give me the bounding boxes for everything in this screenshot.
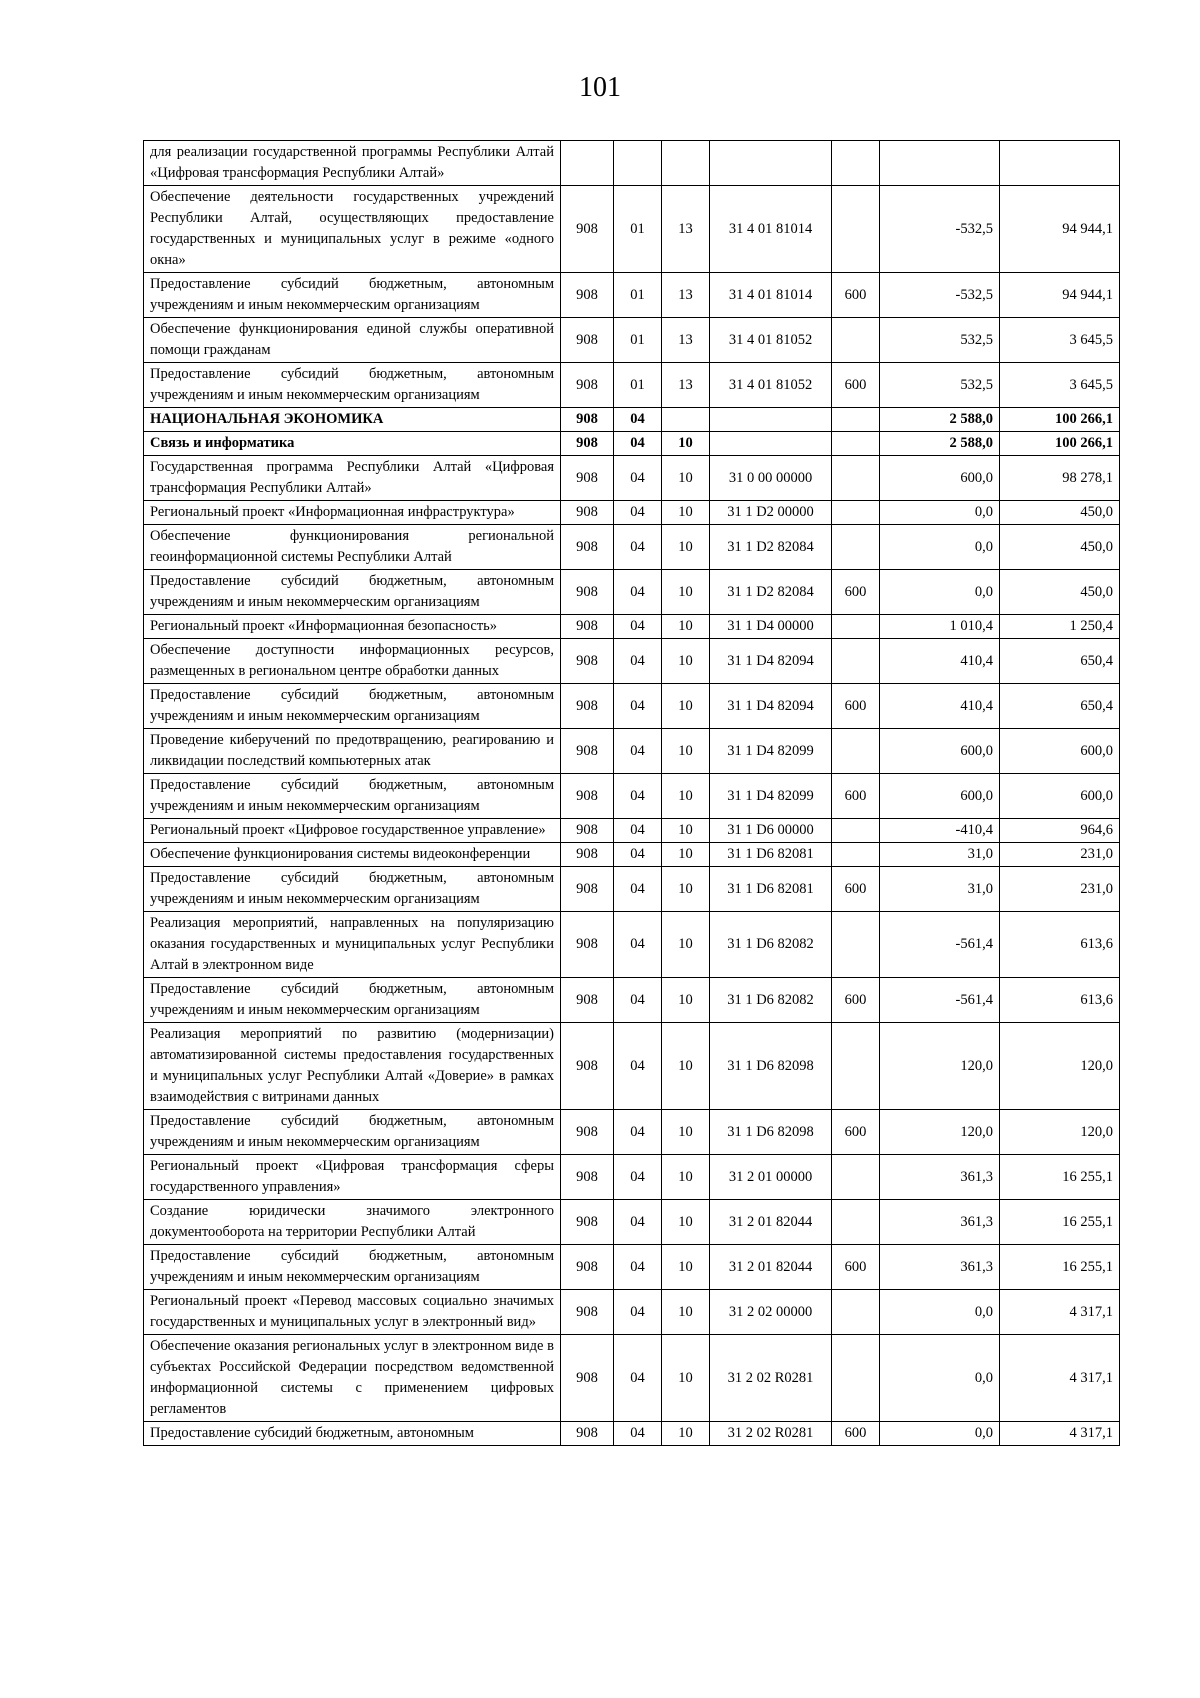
cell-name: Региональный проект «Перевод массовых социально значимых государственных и муниципальных услуг в электронный вид» bbox=[144, 1290, 561, 1335]
cell-name: для реализации государственной программы Республики Алтай «Цифровая трансформация Республики Алтай» bbox=[144, 141, 561, 186]
cell-name: Государственная программа Республики Алтай «Цифровая трансформация Республики Алтай» bbox=[144, 456, 561, 501]
cell-expense-type: 600 bbox=[832, 684, 880, 729]
cell-change-amount: 1 010,4 bbox=[880, 615, 1000, 639]
cell-ministry-code: 908 bbox=[561, 1245, 614, 1290]
cell-total-amount: 231,0 bbox=[1000, 843, 1120, 867]
table-row bbox=[144, 432, 1120, 456]
cell-ministry-code: 908 bbox=[561, 318, 614, 363]
cell-ministry-code: 908 bbox=[561, 867, 614, 912]
cell-subsection-code: 10 bbox=[662, 1245, 710, 1290]
cell-target-article: 31 1 D2 82084 bbox=[710, 525, 832, 570]
cell-section-code: 04 bbox=[614, 1155, 662, 1200]
cell-ministry-code: 908 bbox=[561, 843, 614, 867]
cell-total-amount: 650,4 bbox=[1000, 639, 1120, 684]
cell-section-code: 04 bbox=[614, 570, 662, 615]
cell-ministry-code: 908 bbox=[561, 1200, 614, 1245]
cell-section-code: 04 bbox=[614, 501, 662, 525]
cell-section-code: 04 bbox=[614, 1245, 662, 1290]
cell-name: Обеспечение оказания региональных услуг в электронном виде в субъектах Российской Федерации посредством ведомственной информационной системы с применением цифровых регламентов bbox=[144, 1335, 561, 1422]
cell-subsection-code: 10 bbox=[662, 774, 710, 819]
cell-change-amount: 0,0 bbox=[880, 1422, 1000, 1446]
table-row bbox=[144, 1290, 1120, 1335]
table-row bbox=[144, 1200, 1120, 1245]
table-row bbox=[144, 1422, 1120, 1446]
cell-expense-type bbox=[832, 318, 880, 363]
cell-expense-type: 600 bbox=[832, 978, 880, 1023]
cell-name: Предоставление субсидий бюджетным, автономным bbox=[144, 1422, 561, 1446]
table-row bbox=[144, 819, 1120, 843]
table-row bbox=[144, 408, 1120, 432]
cell-section-code: 01 bbox=[614, 363, 662, 408]
cell-change-amount: -532,5 bbox=[880, 186, 1000, 273]
cell-ministry-code: 908 bbox=[561, 570, 614, 615]
cell-ministry-code: 908 bbox=[561, 501, 614, 525]
cell-change-amount: 0,0 bbox=[880, 525, 1000, 570]
cell-name: Региональный проект «Цифровое государственное управление» bbox=[144, 819, 561, 843]
cell-target-article: 31 1 D6 82082 bbox=[710, 978, 832, 1023]
cell-subsection-code: 10 bbox=[662, 615, 710, 639]
cell-total-amount: 964,6 bbox=[1000, 819, 1120, 843]
cell-target-article: 31 1 D4 00000 bbox=[710, 615, 832, 639]
cell-section-code: 04 bbox=[614, 978, 662, 1023]
cell-change-amount: 2 588,0 bbox=[880, 408, 1000, 432]
cell-total-amount: 231,0 bbox=[1000, 867, 1120, 912]
cell-ministry-code: 908 bbox=[561, 186, 614, 273]
table-row bbox=[144, 1023, 1120, 1110]
cell-name: Предоставление субсидий бюджетным, автономным учреждениям и иным некоммерческим организациям bbox=[144, 273, 561, 318]
table-body bbox=[144, 141, 1120, 1446]
cell-subsection-code: 10 bbox=[662, 1422, 710, 1446]
cell-ministry-code: 908 bbox=[561, 615, 614, 639]
cell-section-code: 01 bbox=[614, 318, 662, 363]
cell-name: Предоставление субсидий бюджетным, автономным учреждениям и иным некоммерческим организациям bbox=[144, 978, 561, 1023]
table-row bbox=[144, 141, 1120, 186]
cell-name: Обеспечение функционирования единой службы оперативной помощи гражданам bbox=[144, 318, 561, 363]
cell-target-article: 31 1 D6 82081 bbox=[710, 843, 832, 867]
cell-section-code: 04 bbox=[614, 1200, 662, 1245]
table-row bbox=[144, 1155, 1120, 1200]
cell-total-amount: 100 266,1 bbox=[1000, 408, 1120, 432]
cell-ministry-code: 908 bbox=[561, 432, 614, 456]
table-row bbox=[144, 912, 1120, 978]
cell-ministry-code: 908 bbox=[561, 978, 614, 1023]
cell-target-article: 31 4 01 81052 bbox=[710, 318, 832, 363]
cell-subsection-code: 10 bbox=[662, 819, 710, 843]
cell-ministry-code: 908 bbox=[561, 912, 614, 978]
cell-change-amount: 600,0 bbox=[880, 456, 1000, 501]
cell-subsection-code bbox=[662, 141, 710, 186]
cell-subsection-code: 10 bbox=[662, 729, 710, 774]
cell-total-amount: 94 944,1 bbox=[1000, 273, 1120, 318]
cell-ministry-code: 908 bbox=[561, 1023, 614, 1110]
cell-change-amount: 0,0 bbox=[880, 1290, 1000, 1335]
cell-total-amount: 450,0 bbox=[1000, 525, 1120, 570]
cell-subsection-code: 10 bbox=[662, 570, 710, 615]
cell-target-article: 31 0 00 00000 bbox=[710, 456, 832, 501]
table-row bbox=[144, 774, 1120, 819]
cell-change-amount: -532,5 bbox=[880, 273, 1000, 318]
cell-change-amount: 31,0 bbox=[880, 867, 1000, 912]
cell-total-amount: 16 255,1 bbox=[1000, 1200, 1120, 1245]
cell-name: Обеспечение доступности информационных ресурсов, размещенных в региональном центре обработки данных bbox=[144, 639, 561, 684]
cell-name: Реализация мероприятий по развитию (модернизации) автоматизированной системы предоставления государственных и муниципальных услуг Республики Алтай «Доверие» в рамках взаимодействия с витринами данных bbox=[144, 1023, 561, 1110]
cell-total-amount: 3 645,5 bbox=[1000, 363, 1120, 408]
cell-expense-type bbox=[832, 1290, 880, 1335]
cell-section-code bbox=[614, 141, 662, 186]
cell-name: Обеспечение функционирования системы видеоконференции bbox=[144, 843, 561, 867]
cell-ministry-code: 908 bbox=[561, 1422, 614, 1446]
cell-section-code: 04 bbox=[614, 729, 662, 774]
cell-expense-type bbox=[832, 1023, 880, 1110]
cell-change-amount: 532,5 bbox=[880, 318, 1000, 363]
cell-expense-type bbox=[832, 1335, 880, 1422]
cell-change-amount: 600,0 bbox=[880, 774, 1000, 819]
cell-section-code: 04 bbox=[614, 432, 662, 456]
cell-target-article: 31 4 01 81014 bbox=[710, 186, 832, 273]
cell-change-amount: 361,3 bbox=[880, 1200, 1000, 1245]
cell-change-amount: -561,4 bbox=[880, 978, 1000, 1023]
cell-target-article bbox=[710, 432, 832, 456]
cell-subsection-code: 10 bbox=[662, 525, 710, 570]
table-row bbox=[144, 615, 1120, 639]
cell-section-code: 04 bbox=[614, 639, 662, 684]
cell-ministry-code: 908 bbox=[561, 1335, 614, 1422]
cell-expense-type: 600 bbox=[832, 363, 880, 408]
cell-expense-type: 600 bbox=[832, 1110, 880, 1155]
cell-ministry-code bbox=[561, 141, 614, 186]
cell-total-amount bbox=[1000, 141, 1120, 186]
cell-change-amount: 0,0 bbox=[880, 570, 1000, 615]
cell-change-amount: 361,3 bbox=[880, 1155, 1000, 1200]
cell-target-article: 31 2 02 R0281 bbox=[710, 1335, 832, 1422]
cell-name: Предоставление субсидий бюджетным, автономным учреждениям и иным некоммерческим организациям bbox=[144, 684, 561, 729]
cell-change-amount: 120,0 bbox=[880, 1110, 1000, 1155]
cell-change-amount: 0,0 bbox=[880, 1335, 1000, 1422]
budget-table bbox=[143, 140, 1120, 1446]
cell-section-code: 04 bbox=[614, 1422, 662, 1446]
table-row bbox=[144, 978, 1120, 1023]
cell-expense-type bbox=[832, 615, 880, 639]
cell-section-code: 04 bbox=[614, 408, 662, 432]
cell-subsection-code: 10 bbox=[662, 867, 710, 912]
cell-expense-type bbox=[832, 819, 880, 843]
cell-ministry-code: 908 bbox=[561, 729, 614, 774]
cell-change-amount: 0,0 bbox=[880, 501, 1000, 525]
cell-expense-type: 600 bbox=[832, 570, 880, 615]
cell-section-code: 04 bbox=[614, 843, 662, 867]
cell-expense-type bbox=[832, 141, 880, 186]
cell-target-article: 31 1 D4 82094 bbox=[710, 684, 832, 729]
cell-subsection-code: 10 bbox=[662, 456, 710, 501]
cell-subsection-code: 10 bbox=[662, 1110, 710, 1155]
cell-total-amount: 450,0 bbox=[1000, 501, 1120, 525]
cell-ministry-code: 908 bbox=[561, 273, 614, 318]
cell-name: Региональный проект «Информационная безопасность» bbox=[144, 615, 561, 639]
table-row bbox=[144, 501, 1120, 525]
table-row bbox=[144, 273, 1120, 318]
cell-target-article bbox=[710, 408, 832, 432]
cell-expense-type bbox=[832, 639, 880, 684]
cell-subsection-code: 13 bbox=[662, 318, 710, 363]
cell-target-article: 31 1 D6 82098 bbox=[710, 1023, 832, 1110]
cell-name: Региональный проект «Информационная инфраструктура» bbox=[144, 501, 561, 525]
cell-name: Региональный проект «Цифровая трансформация сферы государственного управления» bbox=[144, 1155, 561, 1200]
cell-section-code: 04 bbox=[614, 615, 662, 639]
cell-section-code: 04 bbox=[614, 525, 662, 570]
cell-expense-type: 600 bbox=[832, 867, 880, 912]
cell-name: Предоставление субсидий бюджетным, автономным учреждениям и иным некоммерческим организациям bbox=[144, 1245, 561, 1290]
cell-expense-type bbox=[832, 432, 880, 456]
cell-subsection-code: 10 bbox=[662, 1200, 710, 1245]
cell-ministry-code: 908 bbox=[561, 363, 614, 408]
cell-change-amount: 361,3 bbox=[880, 1245, 1000, 1290]
cell-ministry-code: 908 bbox=[561, 1110, 614, 1155]
cell-expense-type bbox=[832, 1200, 880, 1245]
cell-expense-type bbox=[832, 456, 880, 501]
cell-section-code: 04 bbox=[614, 1110, 662, 1155]
table-row bbox=[144, 867, 1120, 912]
cell-target-article: 31 1 D2 82084 bbox=[710, 570, 832, 615]
cell-name: Обеспечение деятельности государственных учреждений Республики Алтай, осуществляющих предоставление государственных и муниципальных услуг в режиме «одного окна» bbox=[144, 186, 561, 273]
cell-change-amount bbox=[880, 141, 1000, 186]
cell-target-article: 31 1 D6 82098 bbox=[710, 1110, 832, 1155]
cell-target-article: 31 1 D4 82094 bbox=[710, 639, 832, 684]
cell-total-amount: 3 645,5 bbox=[1000, 318, 1120, 363]
cell-total-amount: 16 255,1 bbox=[1000, 1155, 1120, 1200]
cell-name: Создание юридически значимого электронного документооборота на территории Республики Алтай bbox=[144, 1200, 561, 1245]
cell-change-amount: -410,4 bbox=[880, 819, 1000, 843]
cell-total-amount: 650,4 bbox=[1000, 684, 1120, 729]
cell-name: Реализация мероприятий, направленных на популяризацию оказания государственных и муниципальных услуг Республики Алтай в электронном виде bbox=[144, 912, 561, 978]
cell-total-amount: 613,6 bbox=[1000, 978, 1120, 1023]
cell-change-amount: -561,4 bbox=[880, 912, 1000, 978]
cell-subsection-code: 10 bbox=[662, 639, 710, 684]
cell-expense-type bbox=[832, 1155, 880, 1200]
cell-subsection-code: 10 bbox=[662, 978, 710, 1023]
table-row bbox=[144, 1245, 1120, 1290]
cell-expense-type bbox=[832, 729, 880, 774]
cell-subsection-code bbox=[662, 408, 710, 432]
cell-section-code: 04 bbox=[614, 867, 662, 912]
cell-subsection-code: 10 bbox=[662, 684, 710, 729]
cell-name: Связь и информатика bbox=[144, 432, 561, 456]
cell-expense-type bbox=[832, 408, 880, 432]
cell-subsection-code: 10 bbox=[662, 1155, 710, 1200]
cell-change-amount: 532,5 bbox=[880, 363, 1000, 408]
cell-subsection-code: 10 bbox=[662, 501, 710, 525]
cell-subsection-code: 10 bbox=[662, 843, 710, 867]
cell-section-code: 04 bbox=[614, 456, 662, 501]
cell-subsection-code: 10 bbox=[662, 1335, 710, 1422]
table-row bbox=[144, 1110, 1120, 1155]
cell-target-article: 31 1 D6 82081 bbox=[710, 867, 832, 912]
table-row bbox=[144, 525, 1120, 570]
table-row bbox=[144, 639, 1120, 684]
cell-total-amount: 100 266,1 bbox=[1000, 432, 1120, 456]
cell-name: Предоставление субсидий бюджетным, автономным учреждениям и иным некоммерческим организациям bbox=[144, 867, 561, 912]
page-number: 101 bbox=[579, 72, 621, 103]
cell-section-code: 04 bbox=[614, 684, 662, 729]
cell-ministry-code: 908 bbox=[561, 819, 614, 843]
cell-subsection-code: 13 bbox=[662, 363, 710, 408]
cell-target-article: 31 1 D4 82099 bbox=[710, 774, 832, 819]
cell-expense-type bbox=[832, 525, 880, 570]
cell-target-article: 31 2 01 82044 bbox=[710, 1245, 832, 1290]
cell-ministry-code: 908 bbox=[561, 774, 614, 819]
cell-total-amount: 4 317,1 bbox=[1000, 1422, 1120, 1446]
cell-total-amount: 1 250,4 bbox=[1000, 615, 1120, 639]
cell-ministry-code: 908 bbox=[561, 639, 614, 684]
cell-expense-type bbox=[832, 912, 880, 978]
cell-target-article: 31 1 D4 82099 bbox=[710, 729, 832, 774]
cell-target-article: 31 4 01 81052 bbox=[710, 363, 832, 408]
cell-change-amount: 410,4 bbox=[880, 684, 1000, 729]
cell-total-amount: 120,0 bbox=[1000, 1110, 1120, 1155]
cell-change-amount: 120,0 bbox=[880, 1023, 1000, 1110]
cell-ministry-code: 908 bbox=[561, 456, 614, 501]
cell-total-amount: 4 317,1 bbox=[1000, 1335, 1120, 1422]
cell-subsection-code: 10 bbox=[662, 1023, 710, 1110]
cell-section-code: 04 bbox=[614, 912, 662, 978]
cell-name: Предоставление субсидий бюджетным, автономным учреждениям и иным некоммерческим организациям bbox=[144, 570, 561, 615]
cell-subsection-code: 13 bbox=[662, 273, 710, 318]
cell-section-code: 04 bbox=[614, 819, 662, 843]
table-row bbox=[144, 1335, 1120, 1422]
cell-name: Предоставление субсидий бюджетным, автономным учреждениям и иным некоммерческим организациям bbox=[144, 1110, 561, 1155]
cell-expense-type bbox=[832, 501, 880, 525]
cell-total-amount: 613,6 bbox=[1000, 912, 1120, 978]
cell-expense-type: 600 bbox=[832, 273, 880, 318]
cell-name: НАЦИОНАЛЬНАЯ ЭКОНОМИКА bbox=[144, 408, 561, 432]
table-row bbox=[144, 843, 1120, 867]
table-row bbox=[144, 186, 1120, 273]
table-row bbox=[144, 318, 1120, 363]
cell-total-amount: 600,0 bbox=[1000, 774, 1120, 819]
cell-total-amount: 4 317,1 bbox=[1000, 1290, 1120, 1335]
cell-change-amount: 2 588,0 bbox=[880, 432, 1000, 456]
cell-section-code: 01 bbox=[614, 273, 662, 318]
cell-expense-type: 600 bbox=[832, 1245, 880, 1290]
cell-target-article bbox=[710, 141, 832, 186]
cell-change-amount: 600,0 bbox=[880, 729, 1000, 774]
cell-total-amount: 600,0 bbox=[1000, 729, 1120, 774]
table-row bbox=[144, 456, 1120, 501]
cell-section-code: 04 bbox=[614, 1335, 662, 1422]
table-row bbox=[144, 684, 1120, 729]
cell-change-amount: 410,4 bbox=[880, 639, 1000, 684]
table-row bbox=[144, 570, 1120, 615]
cell-target-article: 31 4 01 81014 bbox=[710, 273, 832, 318]
cell-total-amount: 16 255,1 bbox=[1000, 1245, 1120, 1290]
cell-expense-type bbox=[832, 186, 880, 273]
cell-target-article: 31 1 D2 00000 bbox=[710, 501, 832, 525]
cell-total-amount: 98 278,1 bbox=[1000, 456, 1120, 501]
cell-name: Предоставление субсидий бюджетным, автономным учреждениям и иным некоммерческим организациям bbox=[144, 363, 561, 408]
cell-target-article: 31 2 01 00000 bbox=[710, 1155, 832, 1200]
cell-subsection-code: 10 bbox=[662, 1290, 710, 1335]
cell-ministry-code: 908 bbox=[561, 684, 614, 729]
cell-name: Предоставление субсидий бюджетным, автономным учреждениям и иным некоммерческим организациям bbox=[144, 774, 561, 819]
table-row bbox=[144, 729, 1120, 774]
cell-ministry-code: 908 bbox=[561, 1290, 614, 1335]
cell-ministry-code: 908 bbox=[561, 408, 614, 432]
cell-subsection-code: 10 bbox=[662, 912, 710, 978]
cell-name: Обеспечение функционирования региональной геоинформационной системы Республики Алтай bbox=[144, 525, 561, 570]
cell-expense-type: 600 bbox=[832, 1422, 880, 1446]
cell-subsection-code: 10 bbox=[662, 432, 710, 456]
cell-total-amount: 450,0 bbox=[1000, 570, 1120, 615]
cell-target-article: 31 1 D6 00000 bbox=[710, 819, 832, 843]
cell-section-code: 01 bbox=[614, 186, 662, 273]
cell-expense-type: 600 bbox=[832, 774, 880, 819]
cell-ministry-code: 908 bbox=[561, 1155, 614, 1200]
cell-total-amount: 120,0 bbox=[1000, 1023, 1120, 1110]
cell-subsection-code: 13 bbox=[662, 186, 710, 273]
cell-ministry-code: 908 bbox=[561, 525, 614, 570]
cell-target-article: 31 2 01 82044 bbox=[710, 1200, 832, 1245]
cell-target-article: 31 2 02 R0281 bbox=[710, 1422, 832, 1446]
cell-section-code: 04 bbox=[614, 774, 662, 819]
cell-section-code: 04 bbox=[614, 1023, 662, 1110]
cell-change-amount: 31,0 bbox=[880, 843, 1000, 867]
cell-total-amount: 94 944,1 bbox=[1000, 186, 1120, 273]
table-row bbox=[144, 363, 1120, 408]
cell-expense-type bbox=[832, 843, 880, 867]
cell-target-article: 31 2 02 00000 bbox=[710, 1290, 832, 1335]
cell-name: Проведение киберучений по предотвращению, реагированию и ликвидации последствий компьютерных атак bbox=[144, 729, 561, 774]
cell-target-article: 31 1 D6 82082 bbox=[710, 912, 832, 978]
cell-section-code: 04 bbox=[614, 1290, 662, 1335]
